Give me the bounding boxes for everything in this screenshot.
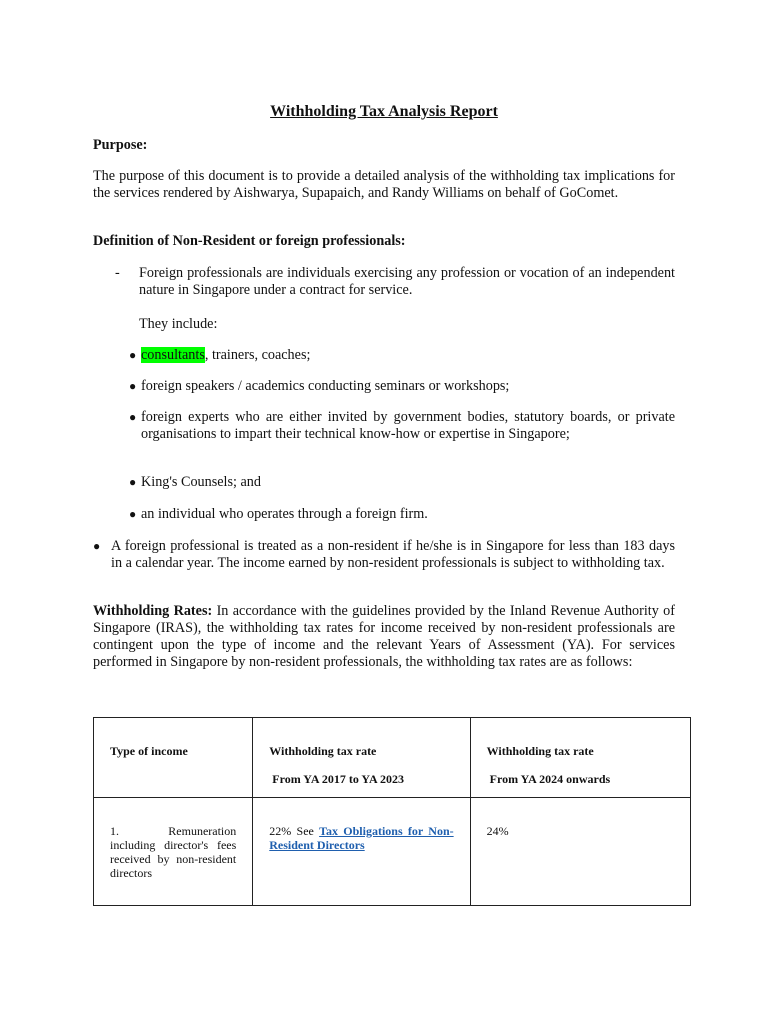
list-item bbox=[129, 409, 675, 443]
non-resident-note-text: A foreign professional is treated as a non-resident if he/she is in Singapore for less than 183 days in a calendar year. The income earned by non-resident professionals is subject to withholding tax. bbox=[111, 538, 675, 571]
list-item-text: , trainers, coaches; bbox=[204, 347, 311, 363]
non-resident-note bbox=[93, 538, 675, 572]
bullet-icon: ● bbox=[129, 348, 137, 362]
bullet-icon: ● bbox=[129, 507, 137, 521]
list-item bbox=[129, 474, 675, 491]
bullet-icon: ● bbox=[129, 475, 137, 489]
bullet-icon: ● bbox=[129, 410, 137, 424]
tax-obligations-link[interactable]: Tax Obligations for Non-Resident Directors bbox=[269, 824, 454, 852]
dash-marker: - bbox=[115, 265, 120, 281]
definition-heading: Definition of Non-Resident or foreign professionals: bbox=[93, 233, 406, 249]
cell-type-of-income: 1. Remuneration including director's fees received by non-resident directors bbox=[94, 798, 253, 906]
highlighted-term: consultants bbox=[141, 347, 205, 363]
purpose-heading: Purpose: bbox=[93, 137, 148, 153]
report-title: Withholding Tax Analysis Report bbox=[270, 103, 498, 120]
withholding-rates-text: In accordance with the guidelines provided by the Inland Revenue Authority of Singapore (IRAS), the withholding tax rates for income received by non-resident professionals are contingent upon the type of income and the relevant Years of Assessment (YA). For services performed in Singapore by non-resident professionals, the withholding tax rates are as follows: bbox=[93, 603, 676, 670]
list-item-text: foreign experts who are either invited by government bodies, statutory boards, or private organisations to impart their technical know-how or expertise in Singapore; bbox=[141, 409, 675, 442]
they-include-label: They include: bbox=[139, 316, 218, 332]
list-item bbox=[129, 347, 675, 364]
withholding-rates-paragraph bbox=[93, 603, 675, 671]
header-type-of-income: Type of income bbox=[94, 718, 253, 798]
withholding-rates-heading: Withholding Rates: bbox=[93, 603, 213, 619]
cell-rate-2024-onwards: 24% bbox=[470, 798, 690, 906]
table-row bbox=[94, 798, 691, 906]
list-item-text: King's Counsels; and bbox=[141, 474, 261, 490]
table-header-row bbox=[94, 718, 691, 798]
bullet-icon: ● bbox=[93, 539, 101, 553]
header-rate-2017-2023: Withholding tax rate From YA 2017 to YA 2023 bbox=[253, 718, 470, 798]
list-item-text: foreign speakers / academics conducting seminars or workshops; bbox=[141, 378, 510, 394]
header-rate-2024-onwards: Withholding tax rate From YA 2024 onwards bbox=[470, 718, 690, 798]
withholding-rates-table bbox=[93, 717, 691, 906]
cell-rate-2017-2023: 22% See Tax Obligations for Non-Resident Directors bbox=[253, 798, 470, 906]
list-item-text: an individual who operates through a foreign firm. bbox=[141, 506, 428, 522]
definition-dash-text: Foreign professionals are individuals exercising any profession or vocation of an independent nature in Singapore under a contract for service. bbox=[139, 265, 675, 298]
purpose-text: The purpose of this document is to provide a detailed analysis of the withholding tax implications for the services rendered by Aishwarya, Supapaich, and Randy Williams on behalf of GoComet. bbox=[93, 168, 675, 201]
list-item bbox=[129, 378, 675, 395]
list-item bbox=[129, 506, 675, 523]
bullet-icon: ● bbox=[129, 379, 137, 393]
